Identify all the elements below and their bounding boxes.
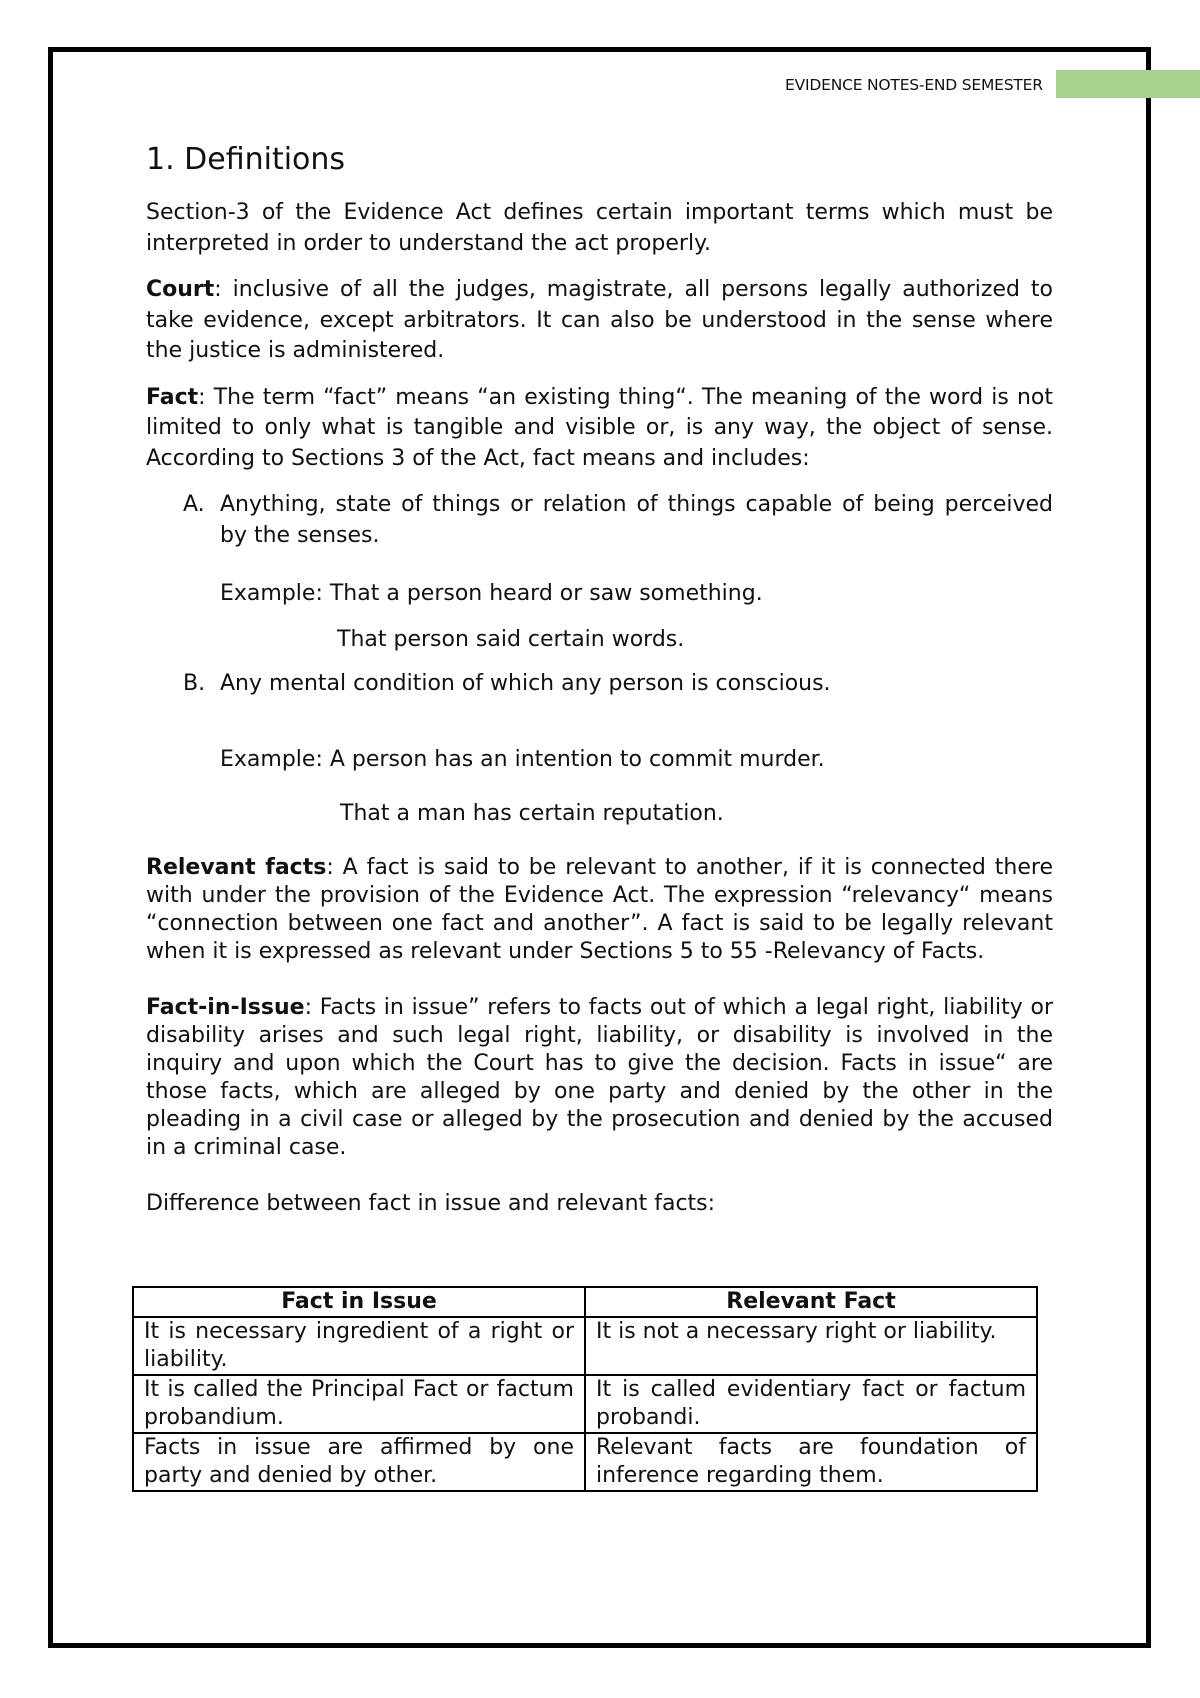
section-title: 1. Definitions xyxy=(146,142,346,177)
court-label: Court xyxy=(146,277,215,302)
example-text: A person has an intention to commit murder. xyxy=(329,746,825,772)
document-body xyxy=(146,140,1053,1234)
example-b-continued: That a man has certain reputation. xyxy=(340,801,724,826)
fact-definition xyxy=(146,383,1053,475)
table-cell: It is not a necessary right or liability. xyxy=(585,1317,1037,1375)
list-marker: A. xyxy=(183,492,205,517)
table-header-row xyxy=(133,1287,1037,1317)
example-a xyxy=(220,579,1053,610)
relevant-facts-definition xyxy=(146,854,1053,966)
fact-label: Fact xyxy=(146,384,199,410)
fact-in-issue-label: Fact-in-Issue xyxy=(146,994,305,1020)
difference-heading: Difference between fact in issue and relevant facts: xyxy=(146,1190,716,1216)
table-row xyxy=(133,1375,1037,1433)
relevant-facts-label: Relevant facts xyxy=(146,854,327,880)
example-a-continued: That person said certain words. xyxy=(337,626,685,652)
list-text: Anything, state of things or relation of things capable of being perceived by the senses. xyxy=(220,492,1053,548)
court-text: : inclusive of all the judges, magistrate, all persons legally authorized to take evidence, except arbitrators. It can also be understood in the sense where the justice is administered. xyxy=(146,277,1053,363)
fact-in-issue-text: : Facts in issue” refers to facts out of which a legal right, liability or disability arises and such legal right, liability, or disability is involved in the inquiry and upon which the Court has to give the decision. Facts in issue“ are those facts, which are alleged by one party and denied by the other in the pleading in a civil case or alleged by the prosecution and denied by the accused in a criminal case. xyxy=(146,994,1053,1160)
list-text: Any mental condition of which any person is conscious. xyxy=(220,671,831,696)
list-item-b xyxy=(183,669,1053,700)
table-header-fact-in-issue: Fact in Issue xyxy=(133,1287,585,1317)
list-marker: B. xyxy=(183,671,206,696)
list-item-a xyxy=(183,490,1053,551)
fact-text: : The term “fact” means “an existing thing“. The meaning of the word is not limited to only what is tangible and visible or, is any way, the object of sense. According to Sections 3 of the Act, fact means and includes: xyxy=(146,384,1053,471)
table-cell: Facts in issue are affirmed by one party and denied by other. xyxy=(133,1433,585,1491)
table-cell: It is necessary ingredient of a right or liability. xyxy=(133,1317,585,1375)
example-label: Example: xyxy=(220,746,323,772)
table-row xyxy=(133,1433,1037,1491)
difference-table xyxy=(132,1286,1038,1492)
header-accent-bar xyxy=(1056,70,1200,98)
example-text: That a person heard or saw something. xyxy=(329,581,763,606)
court-definition xyxy=(146,275,1053,367)
table-cell: It is called evidentiary fact or factum probandi. xyxy=(585,1375,1037,1433)
fact-in-issue-definition xyxy=(146,994,1053,1162)
relevant-facts-text: : A fact is said to be relevant to another, if it is connected there with under the provision of the Evidence Act. The expression “relevancy“ means “connection between one fact and another”. A fact is said to be legally relevant when it is expressed as relevant under Sections 5 to 55 -Relevancy of Facts. xyxy=(146,854,1053,964)
intro-paragraph: Section-3 of the Evidence Act defines certain important terms which must be interpreted in order to understand the act properly. xyxy=(146,200,1053,256)
table-header-relevant-fact: Relevant Fact xyxy=(585,1287,1037,1317)
example-label: Example: xyxy=(220,581,323,606)
table-cell: Relevant facts are foundation of inference regarding them. xyxy=(585,1433,1037,1491)
table-cell: It is called the Principal Fact or factum probandium. xyxy=(133,1375,585,1433)
table-row xyxy=(133,1317,1037,1375)
example-b xyxy=(220,745,1053,776)
running-header: EVIDENCE NOTES-END SEMESTER xyxy=(785,76,1043,94)
